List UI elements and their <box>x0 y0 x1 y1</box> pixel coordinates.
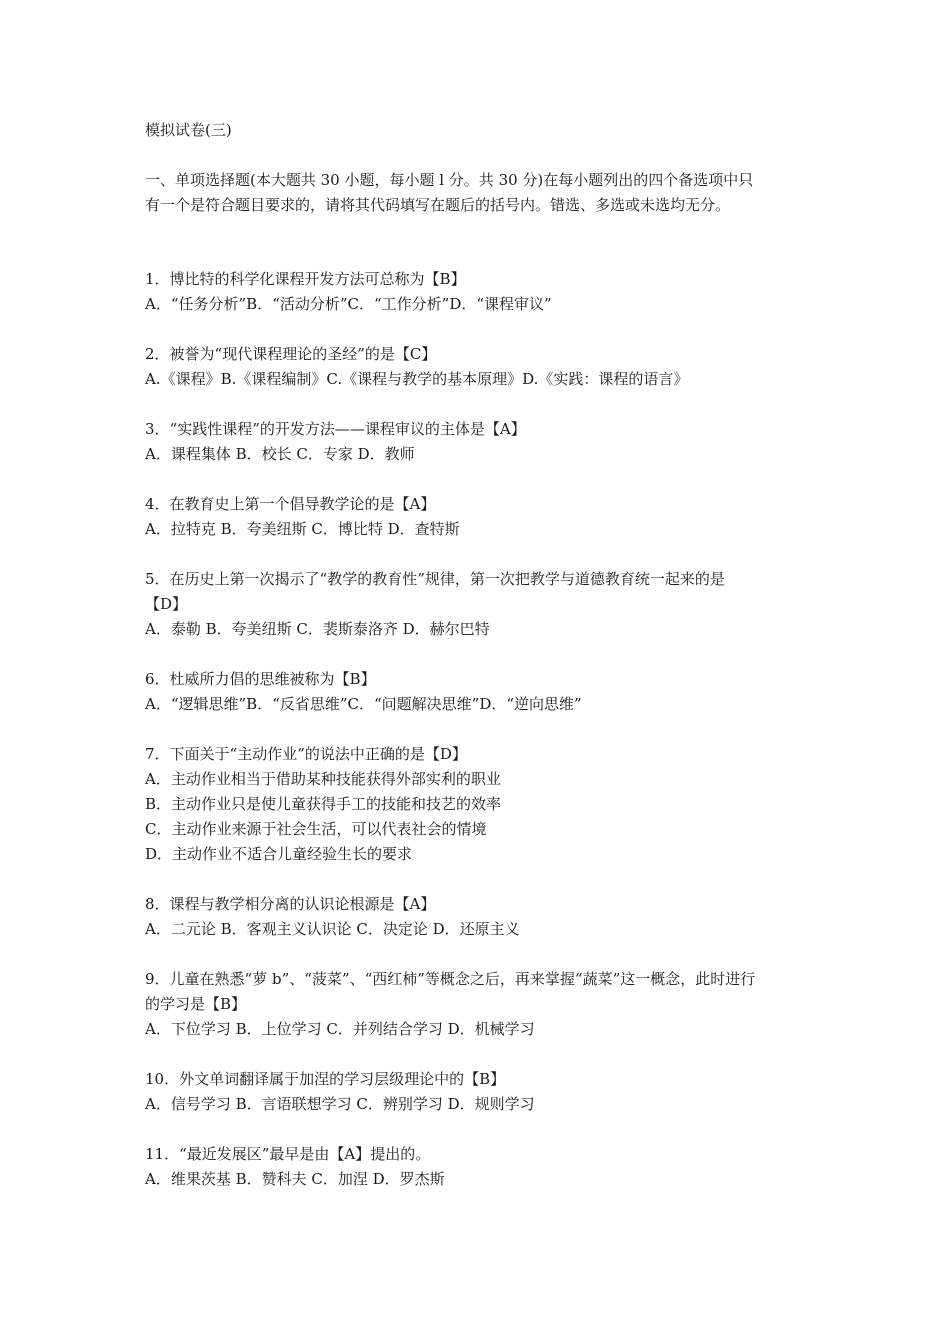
question-6 <box>145 667 815 717</box>
section-heading-line: 有一个是符合题目要求的，请将其代码填写在题后的括号内。错选、多选或未选均无分。 <box>145 196 731 214</box>
question-options: A．泰勒 B．夸美纽斯 C．裴斯泰洛齐 D．赫尔巴特 <box>145 620 490 638</box>
question-options: A．“任务分析”B．“活动分析”C．“工作分析”D．“课程审议” <box>145 295 552 313</box>
document-title: 模拟试卷(三) <box>145 121 232 139</box>
question-8 <box>145 892 815 942</box>
question-4 <box>145 492 815 542</box>
question-7 <box>145 742 815 867</box>
question-options: A．拉特克 B．夸美纽斯 C．博比特 D．查特斯 <box>145 520 460 538</box>
question-option: C．主动作业来源于社会生活，可以代表社会的情境 <box>145 820 487 838</box>
question-stem: 11．“最近发展区”最早是由【A】提出的。 <box>145 1145 431 1163</box>
question-stem: 【D】 <box>145 595 188 613</box>
section-heading-line: 一、单项选择题(本大题共 30 小题，每小题 l 分。共 30 分)在每小题列出的四个备选项中只 <box>145 171 754 189</box>
question-option: D．主动作业不适合儿童经验生长的要求 <box>145 845 413 863</box>
question-options: A.《课程》B.《课程编制》C.《课程与教学的基本原理》D.《实践：课程的语言》 <box>145 370 689 388</box>
section-heading <box>145 168 815 218</box>
question-stem: 的学习是【B】 <box>145 995 247 1013</box>
question-stem: 6．杜威所力倡的思维被称为【B】 <box>145 670 376 688</box>
question-3 <box>145 417 815 467</box>
question-stem: 2．被誉为“现代课程理论的圣经”的是【C】 <box>145 345 437 363</box>
question-11 <box>145 1142 815 1192</box>
question-options: A．“逻辑思维”B．“反省思维”C．“问题解决思维”D．“逆向思维” <box>145 695 582 713</box>
question-options: A．课程集体 B．校长 C．专家 D．教师 <box>145 445 415 463</box>
question-list <box>145 267 815 1192</box>
question-options: A．二元论 B．客观主义认识论 C．决定论 D．还原主义 <box>145 920 520 938</box>
question-stem: 5．在历史上第一次揭示了“教学的教育性”规律，第一次把教学与道德教育统一起来的是 <box>145 570 725 588</box>
question-options: A．维果茨基 B．赞科夫 C．加涅 D．罗杰斯 <box>145 1170 445 1188</box>
document-page <box>145 118 815 1217</box>
question-stem: 4．在教育史上第一个倡导教学论的是【A】 <box>145 495 436 513</box>
question-stem: 3．“实践性课程”的开发方法——课程审议的主体是【A】 <box>145 420 526 438</box>
question-stem: 10．外文单词翻译属于加涅的学习层级理论中的【B】 <box>145 1070 506 1088</box>
question-stem: 7．下面关于“主动作业”的说法中正确的是【D】 <box>145 745 467 763</box>
question-stem: 8．课程与教学相分离的认识论根源是【A】 <box>145 895 436 913</box>
question-options: A．信号学习 B．言语联想学习 C．辨别学习 D．规则学习 <box>145 1095 535 1113</box>
question-stem: 1．博比特的科学化课程开发方法可总称为【B】 <box>145 270 466 288</box>
question-1 <box>145 267 815 317</box>
question-5 <box>145 567 815 642</box>
question-option: B．主动作业只是使儿童获得手工的技能和技艺的效率 <box>145 795 502 813</box>
question-2 <box>145 342 815 392</box>
question-9 <box>145 967 815 1042</box>
question-options: A．下位学习 B．上位学习 C．并列结合学习 D．机械学习 <box>145 1020 535 1038</box>
question-stem: 9．儿童在熟悉“萝 b”、“菠菜”、“西红柿”等概念之后，再来掌握“蔬菜”这一概念，此时进行 <box>145 970 756 988</box>
question-10 <box>145 1067 815 1117</box>
question-option: A．主动作业相当于借助某种技能获得外部实利的职业 <box>145 770 501 788</box>
